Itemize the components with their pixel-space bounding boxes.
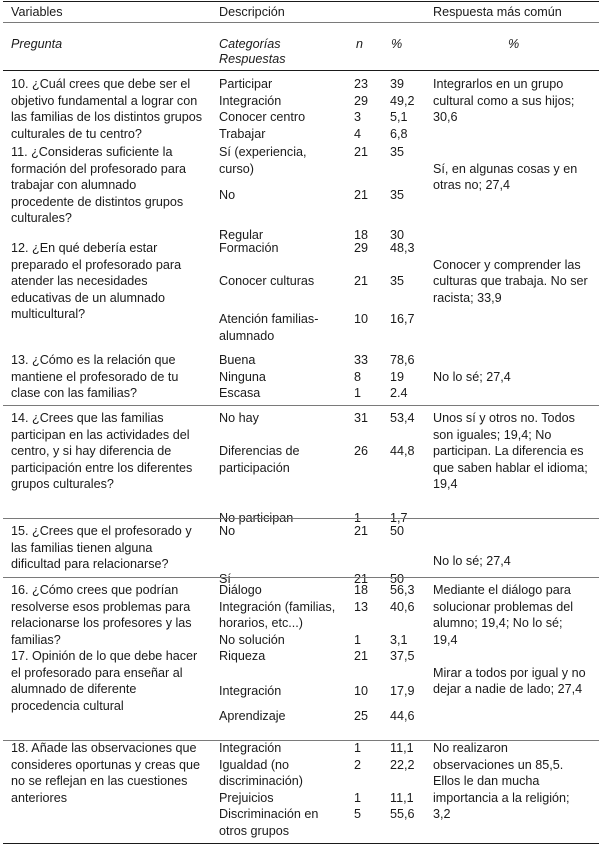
category-label: Sí (experiencia, [219, 145, 307, 159]
category-n: 10 [354, 312, 369, 327]
category-label: Ninguna [219, 369, 266, 384]
header-respuesta: Respuesta más común [433, 5, 562, 19]
question-text: participan en las actividades del [11, 427, 190, 442]
category-n: 2 [354, 757, 362, 772]
question-text: no se reflejan en las cuestiones [11, 774, 188, 789]
common-answer: solucionar problemas del [433, 599, 574, 614]
category-n: 8 [354, 369, 362, 384]
common-answer: Conocer y comprender las [433, 257, 581, 272]
question-text: educativas de un alumnado [11, 290, 166, 305]
category-label: Trabajar [219, 126, 266, 141]
question-text: resolverse esos problemas para [11, 599, 191, 614]
category-label: Integración [219, 93, 282, 108]
header-pct: % [391, 37, 403, 51]
category-label: Conocer centro [219, 110, 306, 125]
category-label: discriminación) [219, 774, 303, 789]
question-text: trabajar con alumnado [11, 178, 137, 193]
category-n: 5 [354, 807, 362, 822]
category-label: Escasa [219, 386, 261, 401]
category-pct: 5,1 [390, 110, 408, 125]
common-answer: 19,4 [433, 477, 458, 492]
category-pct: 2.4 [390, 386, 408, 401]
category-pct: 17,9 [390, 683, 415, 698]
category-label: Regular [219, 228, 264, 242]
category-n: 4 [354, 126, 362, 141]
common-answer: Unos sí y otros no. Todos [433, 411, 575, 425]
category-label: Prejuicios [219, 790, 274, 805]
category-pct: 22,2 [390, 757, 415, 772]
category-label: No solución [219, 632, 285, 647]
question-text: consideres oportunas y creas que [11, 757, 201, 772]
category-n: 1 [354, 386, 362, 401]
question-text: 14. ¿Crees que las familias [11, 411, 164, 425]
header-pct-resp: % [508, 37, 520, 51]
category-pct: 39 [390, 77, 405, 91]
category-label: alumnado [219, 329, 275, 343]
common-answer: son iguales; 19,4; No [433, 427, 552, 442]
header-categorias: Categorías [219, 37, 281, 51]
category-pct: 48,3 [390, 241, 415, 255]
category-label: Formación [219, 241, 279, 255]
category-n: 31 [354, 411, 369, 425]
common-answer: importancia a la religión; [433, 790, 570, 805]
category-label: Buena [219, 353, 256, 367]
category-label: curso) [219, 161, 254, 176]
question-text: 16. ¿Cómo crees que podrían [11, 583, 179, 597]
question-text: mantiene el profesorado de tu [11, 369, 179, 384]
category-n: 29 [354, 93, 369, 108]
question-text: familias? [11, 632, 61, 647]
category-label: participación [219, 460, 290, 475]
category-pct: 50 [390, 524, 405, 538]
question-text: dificultad para relacionarse? [11, 557, 169, 572]
row-divider [3, 405, 599, 406]
category-label: horarios, etc...) [219, 616, 303, 631]
category-pct: 30 [390, 228, 405, 242]
category-pct: 55,6 [390, 807, 415, 822]
category-n: 18 [354, 228, 369, 242]
category-n: 33 [354, 353, 369, 367]
question-text: centro, y si hay diferencia de [11, 444, 172, 459]
category-label: Diálogo [219, 583, 262, 597]
common-answer: culturas que trabaja. No ser [433, 274, 588, 289]
question-text: alumnado de diferente [11, 682, 137, 697]
header-variables: Variables [11, 5, 63, 19]
category-pct: 35 [390, 188, 405, 203]
header-divider [3, 22, 599, 23]
common-answer: 30,6 [433, 110, 458, 125]
question-text: grupos culturales? [11, 477, 114, 492]
category-pct: 3,1 [390, 632, 408, 647]
category-label: Participar [219, 77, 273, 91]
category-label: No [219, 524, 236, 538]
common-answer: Integrarlos en un grupo [433, 77, 564, 91]
question-text: 17. Opinión de lo que debe hacer [11, 649, 198, 663]
common-answer: Ellos le dan mucha [433, 774, 540, 789]
category-pct: 49,2 [390, 93, 415, 108]
category-label: Riqueza [219, 649, 266, 663]
category-n: 25 [354, 708, 369, 723]
category-label: No [219, 188, 236, 203]
category-label: No hay [219, 411, 259, 425]
category-pct: 37,5 [390, 649, 415, 663]
category-pct: 78,6 [390, 353, 415, 367]
category-pct: 40,6 [390, 599, 415, 614]
row-divider [3, 518, 599, 519]
category-pct: 11,1 [390, 741, 414, 755]
category-pct: 44,8 [390, 444, 415, 459]
category-n: 21 [354, 145, 369, 159]
common-answer: que saben hablar el idioma; [433, 460, 588, 475]
header-respuestas: Respuestas [219, 52, 286, 66]
category-pct: 56,3 [390, 583, 415, 597]
common-answer: cultural como a sus hijos; [433, 93, 575, 108]
category-pct: 50 [390, 572, 405, 587]
category-n: 26 [354, 444, 369, 459]
question-text: 12. ¿En qué debería estar [11, 241, 158, 255]
category-n: 1 [354, 632, 362, 647]
question-text: atender las necesidades [11, 274, 148, 289]
category-n: 21 [354, 524, 369, 538]
common-answer: Sí, en algunas cosas y en [433, 161, 578, 176]
category-n: 10 [354, 683, 369, 698]
category-label: No participan [219, 510, 294, 525]
category-pct: 16,7 [390, 312, 415, 327]
header-n: n [356, 37, 364, 51]
common-answer: observaciones un 85,5. [433, 757, 564, 772]
category-n: 21 [354, 188, 369, 203]
category-pct: 44,6 [390, 708, 415, 723]
question-text: 11. ¿Consideras suficiente la [11, 145, 173, 159]
category-pct: 35 [390, 274, 405, 289]
row-divider [3, 577, 599, 578]
header-bottom-rule [3, 70, 599, 71]
question-text: culturales? [11, 211, 72, 226]
category-pct: 19 [390, 369, 405, 384]
question-text: preparado el profesorado para [11, 257, 182, 272]
category-label: Integración [219, 741, 282, 755]
question-text: anteriores [11, 790, 68, 805]
category-label: Integración [219, 683, 282, 698]
question-text: procedente de distintos grupos [11, 194, 184, 209]
category-pct: 11,1 [390, 790, 414, 805]
category-pct: 35 [390, 145, 405, 159]
question-text: participación entre los diferentes [11, 460, 193, 475]
category-pct: 6,8 [390, 126, 408, 141]
category-label: Igualdad (no [219, 757, 290, 772]
category-label: Discriminación en [219, 807, 319, 822]
question-text: relacionarse los profesores y las [11, 616, 192, 631]
question-text: formación del profesorado para [11, 161, 187, 176]
question-text: objetivo fundamental a lograr con [11, 93, 198, 108]
question-text: 10. ¿Cuál crees que debe ser el [11, 77, 191, 91]
question-text: clase con las familias? [11, 386, 137, 401]
category-n: 29 [354, 241, 369, 255]
question-text: 13. ¿Cómo es la relación que [11, 353, 176, 367]
category-pct: 53,4 [390, 411, 415, 425]
question-text: procedencia cultural [11, 698, 124, 713]
common-answer: Mirar a todos por igual y no [433, 665, 586, 680]
category-label: otros grupos [219, 824, 290, 838]
category-label: Conocer culturas [219, 274, 315, 289]
category-label: Atención familias- [219, 312, 319, 327]
row-divider [3, 740, 599, 741]
question-text: 15. ¿Crees que el profesorado y [11, 524, 192, 538]
common-answer: 19,4 [433, 632, 458, 647]
question-text: 18. Añade las observaciones que [11, 741, 197, 755]
category-n: 23 [354, 77, 369, 91]
category-n: 1 [354, 510, 362, 525]
category-n: 3 [354, 110, 362, 125]
question-text: las familias tienen alguna [11, 540, 153, 555]
common-answer: otras no; 27,4 [433, 178, 511, 193]
category-label: Sí [219, 572, 231, 587]
common-answer: 3,2 [433, 807, 451, 822]
common-answer: No lo sé; 27,4 [433, 553, 511, 568]
question-text: culturales de tu centro? [11, 126, 142, 141]
category-n: 1 [354, 790, 362, 805]
question-text: el profesorado para enseñar al [11, 665, 183, 680]
common-answer: No realizaron [433, 741, 508, 755]
common-answer: racista; 33,9 [433, 290, 502, 305]
category-pct: 1,7 [390, 510, 408, 525]
common-answer: Mediante el diálogo para [433, 583, 571, 597]
common-answer: participan. La diferencia es [433, 444, 584, 459]
common-answer: dejar a nadie de lado; 27,4 [433, 682, 583, 697]
category-label: Aprendizaje [219, 708, 286, 723]
header-pregunta: Pregunta [11, 37, 63, 51]
category-n: 18 [354, 583, 369, 597]
category-n: 13 [354, 599, 369, 614]
category-n: 1 [354, 741, 362, 755]
category-n: 21 [354, 274, 369, 289]
table-top-rule [3, 1, 599, 2]
category-label: Integración (familias, [219, 599, 336, 614]
question-text: multicultural? [11, 307, 86, 322]
category-n: 21 [354, 572, 369, 587]
common-answer: alumno; 19,4; No lo sé; [433, 616, 563, 631]
category-label: Diferencias de [219, 444, 300, 459]
category-n: 21 [354, 649, 369, 663]
common-answer: No lo sé; 27,4 [433, 369, 511, 384]
header-descripcion: Descripción [219, 5, 285, 19]
table-bottom-rule [3, 843, 599, 844]
question-text: las familias de los distintos grupos [11, 110, 203, 125]
